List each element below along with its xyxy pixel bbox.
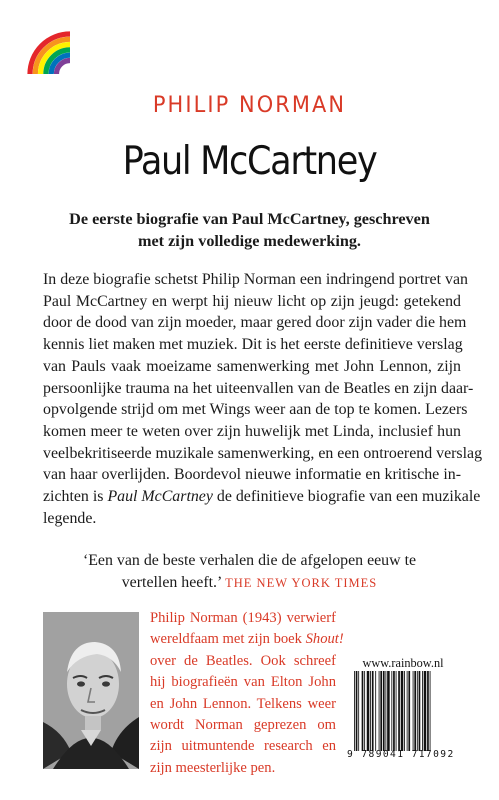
barcode-bar	[404, 671, 405, 751]
barcode-bar	[385, 671, 386, 751]
barcode-bar	[358, 671, 359, 751]
barcode-bar	[364, 671, 365, 751]
blurb-title-italic: Paul McCartney	[107, 488, 213, 506]
bio-line: wordt Norman geprezen om	[150, 717, 336, 734]
barcode-bar	[383, 671, 385, 751]
barcode-bar	[398, 671, 400, 751]
barcode-bar	[379, 671, 380, 751]
barcode-bar	[370, 671, 371, 751]
blurb-line: van Pauls vaak moeizame samenwerking met John Lennon, zijn	[43, 357, 461, 375]
blurb-line: legende.	[43, 509, 97, 527]
barcode-bar	[393, 671, 395, 751]
blurb-line: komen meer te weten over zijn huwelijk met Linda, inclusief hun	[43, 422, 461, 440]
subtitle	[58, 208, 441, 252]
barcode-bar	[424, 671, 427, 751]
bio-fragment: wereldfaam met zijn boek	[150, 631, 306, 648]
bio-line: hij biografieën van Elton John	[150, 674, 336, 691]
press-quote	[0, 550, 499, 594]
quote-line	[0, 572, 499, 594]
barcode	[354, 671, 454, 751]
barcode-bar	[407, 671, 408, 751]
barcode-bar	[372, 671, 374, 751]
bio-line	[150, 629, 344, 650]
barcode-bar	[367, 671, 370, 751]
bio-line: over de Beatles. Ook schreef	[150, 652, 336, 669]
quote-source: THE NEW YORK TIMES	[225, 576, 378, 590]
blurb-line: van haar overlijden. Boordevol nieuwe informatie en kritische in-	[43, 466, 461, 484]
bio-line: en John Lennon. Telkens weer	[150, 695, 336, 712]
blurb-line: veelbekritiseerde muzikale samenwerking, en een ontroerend verslag	[43, 444, 483, 462]
barcode-bar	[417, 671, 418, 751]
subtitle-line: De eerste biografie van Paul McCartney, geschreven	[69, 210, 430, 228]
blurb-line: Paul McCartney en werpt hij nieuw licht op zijn jeugd: getekend	[43, 292, 461, 310]
barcode-bar	[430, 671, 431, 751]
blurb-line: door de dood van zijn moeder, maar gered door zijn vader die hem	[43, 314, 467, 332]
subtitle-line: met zijn volledige medewerking.	[138, 232, 361, 250]
barcode-bar	[362, 671, 364, 751]
barcode-bar	[356, 671, 358, 751]
quote-line: ‘Een van de beste verhalen die de afgelopen eeuw te	[82, 552, 417, 569]
barcode-bar	[413, 671, 414, 751]
barcode-bar	[414, 671, 416, 751]
bio-line: zijn meesterlijke pen.	[150, 759, 276, 776]
blurb-line: opvolgende strijd om met Wings weer aan de top te komen. Lezers	[43, 401, 468, 419]
blurb-text	[43, 269, 483, 529]
barcode-bar	[401, 671, 404, 751]
barcode-bar	[391, 671, 392, 751]
author-photo	[43, 612, 139, 769]
blurb-line: persoonlijke trauma na het uiteenvallen van de Beatles en zijn daar-	[43, 379, 474, 397]
bio-line: Philip Norman (1943) verwierf	[150, 610, 336, 626]
isbn-number: 9 789041 717092	[347, 749, 455, 760]
barcode-bar	[380, 671, 382, 751]
author-name: PHILIP NORMAN	[152, 93, 347, 118]
bio-line: zijn uitmuntende research en	[150, 738, 336, 755]
book-title: Paul McCartney	[122, 139, 377, 184]
blurb-line	[43, 486, 481, 508]
author-bio	[150, 608, 344, 779]
barcode-bar	[375, 671, 376, 751]
bio-book-italic: Shout!	[305, 631, 344, 648]
blurb-line: kennis liet maken met muziek. Dit is het eerste definitieve verslag	[43, 336, 463, 354]
barcode-bar	[387, 671, 390, 751]
barcode-bar	[354, 671, 355, 751]
blurb-fragment: de definitieve biografie van een muzikale	[212, 488, 481, 506]
barcode-bar	[419, 671, 421, 751]
quote-text: vertellen heeft.’	[121, 574, 222, 591]
barcode-bar	[396, 671, 397, 751]
blurb-line: In deze biografie schetst Philip Norman een indringend portret van	[43, 271, 468, 288]
rainbow-logo-icon	[18, 22, 72, 76]
barcode-bar	[427, 671, 429, 751]
barcode-bar	[408, 671, 410, 751]
blurb-fragment: zichten is	[43, 488, 108, 506]
barcode-bar	[422, 671, 423, 751]
publisher-url: www.rainbow.nl	[362, 656, 444, 670]
